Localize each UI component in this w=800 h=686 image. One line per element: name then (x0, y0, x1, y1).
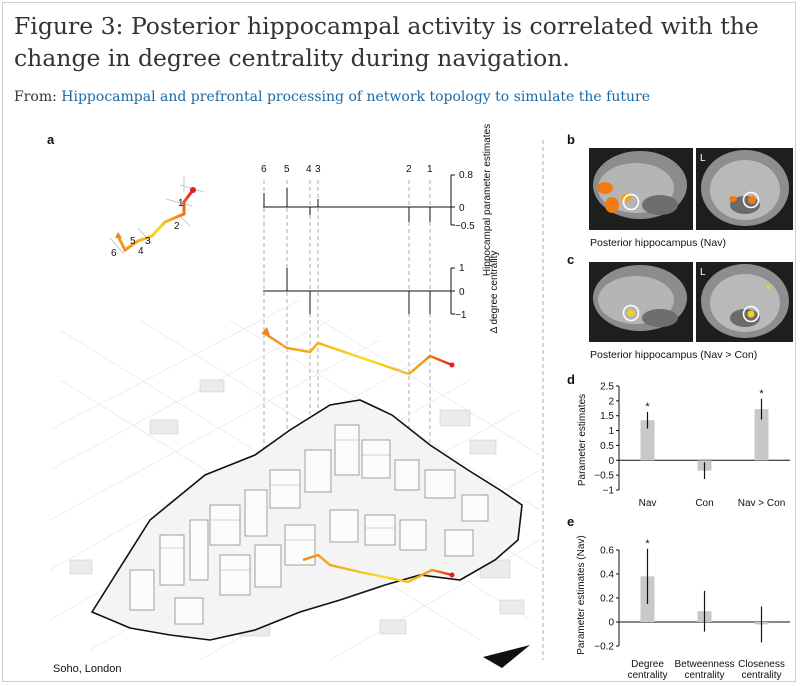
brain-coronal-b (696, 148, 793, 230)
location-label: Soho, London (53, 663, 122, 675)
route-number-3: 3 (145, 236, 151, 247)
panel-c-letter: c (567, 252, 575, 267)
city-route-end (450, 573, 455, 578)
chart-d-ylabel: Parameter estimates (577, 393, 588, 487)
city-outline (92, 400, 522, 640)
chart-e-ylabel: Parameter estimates (Nav) (576, 535, 587, 655)
panel-a-letter: a (47, 132, 55, 147)
delta-ylabel: Δ degree centrality (489, 250, 500, 334)
route-projection-arrow (261, 327, 270, 335)
panel-d-letter: d (567, 372, 575, 387)
panel-b-letter: b (567, 132, 575, 147)
brain-sagittal-c (589, 262, 693, 342)
hipp-tick-0.8: 0.8 (459, 170, 473, 181)
chart-e (594, 538, 790, 681)
chart-e-category-label: Degree (631, 659, 664, 670)
chart-d-tick-label: −0.5 (594, 470, 614, 482)
article-link[interactable]: Hippocampal and prefrontal processing of network topology to simulate the future (61, 89, 650, 105)
top-number-3: 3 (315, 164, 321, 175)
route-number-5: 5 (130, 236, 136, 247)
route-projection-end (450, 363, 455, 368)
route-number-6: 6 (111, 248, 117, 259)
figure-title: Figure 3: Posterior hippocampal activity is correlated with the change in degree centrality during navigation. (14, 12, 759, 72)
hippocampal-chart (263, 124, 493, 276)
chart-e-tick-label: 0.4 (600, 569, 614, 581)
chart-e-category-label: Betweenness (674, 659, 735, 670)
hipp-tick-0: 0 (459, 203, 465, 214)
route-number-1: 1 (178, 198, 184, 209)
brain-coronal-c (696, 262, 793, 342)
chart-d-category-label: Nav > Con (737, 498, 786, 509)
source-prefix: From: (14, 89, 57, 105)
chart-d-tick-label: 2 (608, 396, 614, 408)
route-map (110, 176, 204, 259)
chart-d-significance-star: * (645, 400, 650, 413)
chart-d-category-label: Con (695, 498, 714, 509)
chart-d-tick-label: 0.5 (600, 440, 614, 452)
chart-e-category-label: Closeness (738, 659, 785, 670)
chart-d-tick-label: −1 (602, 485, 614, 497)
top-number-1: 1 (427, 164, 433, 175)
route-number-2: 2 (174, 221, 180, 232)
hipp-ylabel-text: Hippocampal parameter estimates (482, 123, 493, 277)
route-number-4: 4 (138, 246, 144, 257)
chart-d (594, 382, 790, 510)
brain-sagittal-b (589, 148, 693, 230)
delta-degree-chart (263, 251, 500, 334)
hipp-tick-neg: −0.5 (455, 221, 475, 232)
chart-e-category-label: centrality (627, 670, 668, 681)
top-number-row (261, 164, 433, 175)
chart-e-tick-label: 0.2 (600, 593, 614, 605)
chart-e-tick-label: 0 (608, 617, 614, 629)
chart-d-significance-star: * (759, 387, 764, 400)
top-number-4: 4 (306, 164, 312, 175)
chart-d-category-label: Nav (638, 498, 657, 509)
caption-c: Posterior hippocampus (Nav > Con) (590, 349, 758, 361)
delta-tick-1: 1 (459, 263, 465, 274)
caption-b: Posterior hippocampus (Nav) (590, 237, 726, 249)
chart-e-tick-label: 0.6 (600, 545, 614, 557)
chart-e-significance-star: * (645, 537, 650, 550)
chart-d-tick-label: 0 (608, 455, 614, 467)
brain-side-label-b: L (700, 153, 706, 164)
top-number-5: 5 (284, 164, 290, 175)
delta-tick-0: 0 (459, 287, 465, 298)
delta-tick-neg1: −1 (455, 310, 467, 321)
top-number-6: 6 (261, 164, 267, 175)
chart-e-category-label: centrality (741, 670, 782, 681)
brain-side-label-c: L (700, 267, 706, 278)
top-number-2: 2 (406, 164, 412, 175)
chart-d-tick-label: 2.5 (600, 381, 614, 393)
chart-d-tick-label: 1.5 (600, 411, 614, 423)
route-projection (264, 333, 452, 374)
chart-e-tick-label: −0.2 (594, 641, 614, 653)
chart-e-category-label: centrality (684, 670, 725, 681)
city-model (50, 300, 540, 660)
north-arrow-icon (483, 645, 530, 668)
chart-d-tick-label: 1 (608, 426, 614, 438)
panel-e-letter: e (567, 514, 575, 529)
